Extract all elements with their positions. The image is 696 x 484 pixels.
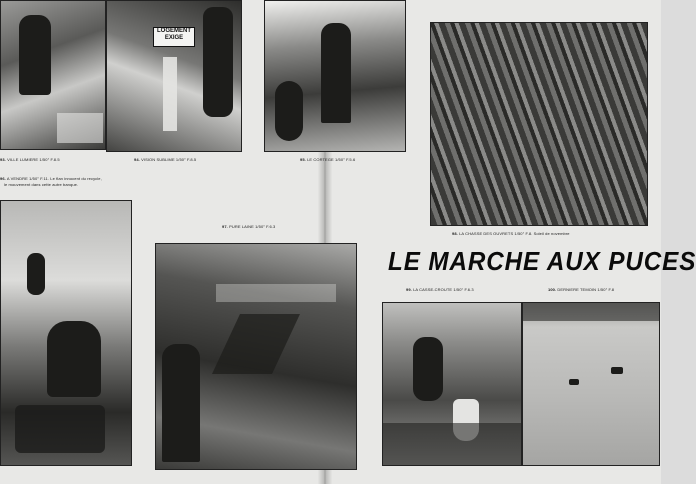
caption-96 [0, 176, 102, 181]
photo-crowd-market [155, 243, 357, 470]
page-title: LE MARCHE AUX PUCES [388, 246, 696, 276]
photo-seated-man [0, 0, 106, 150]
caption-text: PURE LAINE 1/50° F.6.3 [229, 224, 276, 229]
photo-cyclist-vendor [0, 200, 132, 466]
photo-mannequin-legs [106, 0, 242, 152]
caption-number: 95. [300, 157, 306, 162]
caption-96-cont [4, 182, 78, 187]
photo-casse-croute [382, 302, 522, 466]
caption-number: 94. [134, 157, 140, 162]
caption-97 [222, 224, 275, 229]
caption-number: 99. [406, 287, 412, 292]
photo-cortege [264, 0, 406, 152]
caption-95 [300, 157, 355, 162]
photo-empty-lot [522, 302, 660, 466]
sign-line-2: EXIGE [164, 35, 184, 41]
caption-100 [548, 287, 614, 292]
sign-line-1: LOGEMENT [157, 28, 191, 34]
caption-number: 100. [548, 287, 557, 292]
caption-94 [134, 157, 196, 162]
caption-text: LA CHASSE DES OUVRETS 1/50° F.8. Soleil de novembre [459, 231, 570, 236]
caption-98 [452, 231, 570, 236]
caption-number: 96. [0, 176, 6, 181]
caption-text: A VENDRE 1/50° F.11. Le flan innocent du recycle, [6, 176, 102, 181]
caption-number: 93. [0, 157, 6, 162]
photo-market-aerial [430, 22, 648, 226]
caption-99 [406, 287, 474, 292]
caption-number: 97. [222, 224, 228, 229]
caption-text: le mouvement dans cette autre banque. [4, 182, 79, 187]
caption-93 [0, 157, 60, 162]
caption-number: 98. [452, 231, 458, 236]
caption-text: VISION SUBLIME 1/50° F.8.5 [141, 157, 197, 162]
caption-text: DERNIERE TEMOIN 1/50° F.8 [557, 287, 615, 292]
caption-text: VILLE LUMIERE 1/50° F.8.5 [7, 157, 60, 162]
housing-sign [153, 27, 195, 47]
caption-text: LE CORTEGE 1/50° F.5.6 [307, 157, 356, 162]
caption-text: LA CASSE-CROUTE 1/50° F.6.3 [413, 287, 474, 292]
